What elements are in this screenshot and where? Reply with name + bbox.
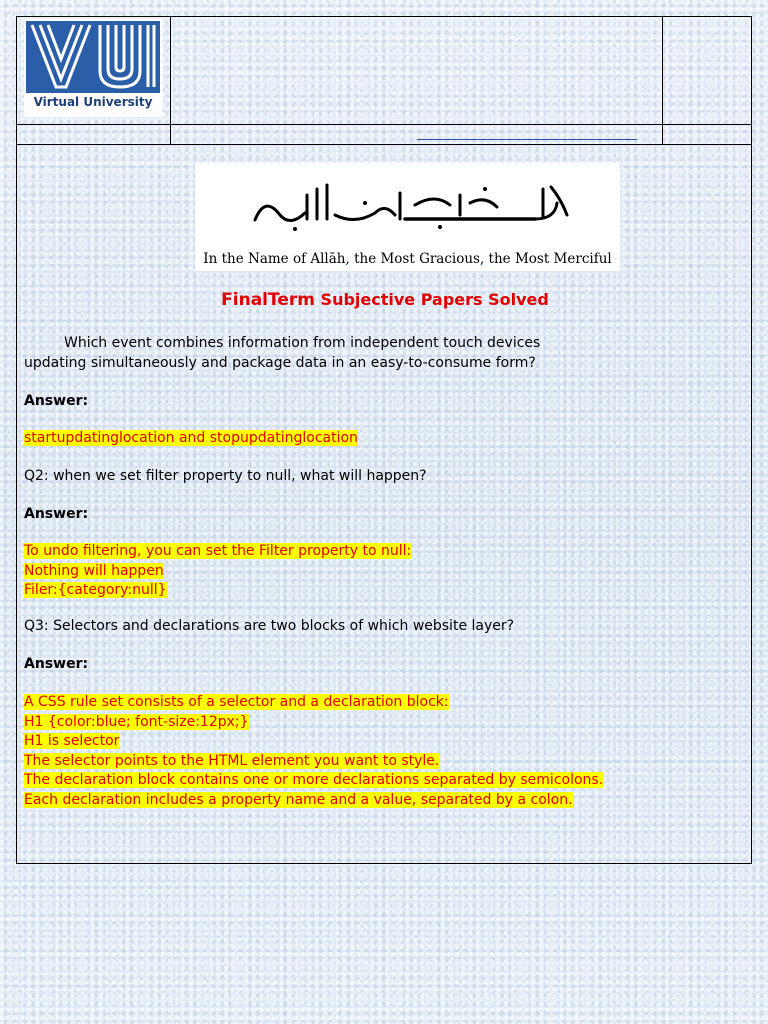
answer-1 [24,429,739,449]
page-title [17,290,753,310]
title-part-2: Subjective Papers [320,290,483,309]
answer-label-2: Answer: [24,506,89,522]
answer-2-line-3: Filer:{category:null} [24,582,167,598]
header-row-divider [17,124,751,125]
question-2: Q2: when we set filter property to null, what will happen? [24,468,427,484]
vu-letters-icon [26,21,160,93]
answer-label-3: Answer: [24,656,89,672]
content-box [16,145,752,864]
answer-2-line-1: To undo filtering, you can set the Filter property to null: [24,543,412,559]
answer-2 [24,542,739,601]
answer-label-1: Answer: [24,393,89,409]
answer-1-line-1: startupdatinglocation and stopupdatinglocation [24,430,358,446]
answer-3-line-3: H1 is selector [24,733,120,749]
question-3: Q3: Selectors and declarations are two blocks of which website layer? [24,618,515,634]
answer-3 [24,693,739,810]
basmala-image [195,163,620,271]
vu-logo-mark [26,21,160,93]
logo-text: Virtual University [33,95,153,109]
question-1-line-2: updating simultaneously and package data in an easy-to-consume form? [24,354,536,371]
basmala-calligraphy-icon [235,175,580,235]
title-part-1: FinalTerm [221,290,315,310]
header-link-underline[interactable] [417,139,637,140]
answer-3-line-6: Each declaration includes a property name and a value, separated by a colon. [24,791,573,808]
header-table [16,16,752,145]
question-1 [24,334,739,373]
basmala-caption: In the Name of Allāh, the Most Gracious, the Most Merciful [203,251,612,267]
question-1-line-1: Which event combines information from independent touch devices [64,335,541,351]
answer-3-line-5: The declaration block contains one or more declarations separated by semicolons. [24,772,604,788]
answer-3-line-2: H1 {color:blue; font-size:12px;} [24,713,249,730]
answer-2-line-2: Nothing will happen [24,562,164,579]
answer-3-line-1: A CSS rule set consists of a selector and a declaration block: [24,694,449,710]
answer-3-line-4: The selector points to the HTML element you want to style. [24,752,440,769]
university-logo [24,19,162,117]
title-part-3: Solved [488,290,549,309]
